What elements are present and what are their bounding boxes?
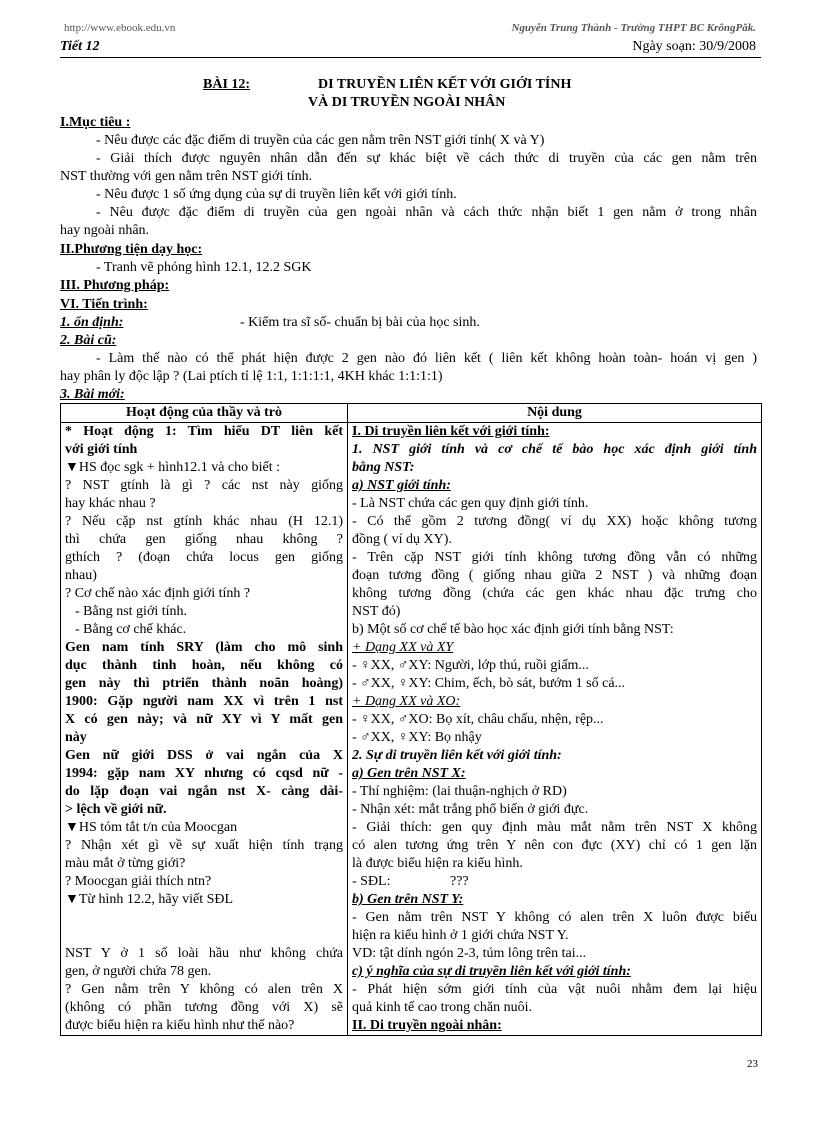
- content-line: đồng ( ví dụ XY).: [352, 532, 452, 547]
- activity-line: 1900: Gặp người nam XX vì trên 1 nst: [65, 694, 343, 709]
- content-line: - ♀XX, ♂XO: Bọ xít, châu chấu, nhện, rệp...: [352, 712, 604, 727]
- activity-line: thì chứa gen giống nhau không ?: [65, 532, 343, 547]
- activity-line: ? Gen nằm trên Y không có alen trên X: [65, 982, 343, 997]
- old-lesson-text: [60, 350, 757, 386]
- content-line: bằng NST:: [352, 460, 415, 475]
- activity-line: - Bằng cơ chế khác.: [75, 622, 187, 637]
- objective-line: - Nêu được đặc điểm di truyền của gen ngoài nhân và cách thức nhận biết 1 gen nằm ở trong nhân: [96, 205, 757, 220]
- activity-line: Gen nam tính SRY (làm cho mô sinh: [65, 640, 343, 655]
- step-old-lesson-label: 2. Bài cũ:: [60, 333, 117, 348]
- header-url: http://www.ebook.edu.vn: [64, 22, 176, 34]
- content-line: a) NST giới tính:: [352, 478, 451, 493]
- activity-line: ? Cơ chế nào xác định giới tính ?: [65, 586, 251, 601]
- content-line: b) Một số cơ chế tế bào học xác định giới tính bằng NST:: [352, 622, 674, 637]
- header-divider: [60, 57, 761, 58]
- content-line: I. Di truyền liên kết với giới tính:: [352, 424, 550, 439]
- content-cell: [348, 423, 762, 1036]
- content-line: - Giải thích: gen quy định màu mắt nằm trên NST X không: [352, 820, 757, 835]
- content-line: không tương đồng (chứa các gen khác nhau đặc trưng cho: [352, 586, 757, 601]
- objective-line: - Nêu được các đặc điểm di truyền của các gen nằm trên NST giới tính( X và Y): [96, 133, 545, 148]
- lesson-label: BÀI 12:: [203, 77, 251, 92]
- activity-line: - Bằng nst giới tính.: [75, 604, 188, 619]
- content-line: a) Gen trên NST X:: [352, 766, 466, 781]
- header-author: Nguyễn Trung Thành - Trường THPT BC KrôngPăk.: [511, 22, 756, 34]
- content-line: - Nhận xét: mắt trắng phổ biến ở giới đực.: [352, 802, 589, 817]
- content-line: là được biểu hiện ra kiểu hình.: [352, 856, 523, 871]
- column-header-activities: Hoạt động của thầy và trò: [61, 404, 348, 423]
- column-header-content: Nội dung: [348, 404, 762, 423]
- content-line: - ♀XX, ♂XY: Người, lớp thú, ruồi giấm...: [352, 658, 589, 673]
- step-new-lesson-label: 3. Bài mới:: [60, 387, 125, 402]
- section-methods-heading: III. Phương pháp:: [60, 278, 170, 293]
- objective-line: NST thường với gen nằm trên NST giới tính.: [60, 169, 313, 184]
- content-line: + Dạng XX và XY: [352, 640, 454, 655]
- old-lesson-line: - Làm thế nào có thể phát hiện được 2 gen nào đó liên kết ( liên kết không hoàn toàn- hoán vị gen ): [96, 351, 757, 366]
- activity-line: nhau): [65, 568, 97, 583]
- content-line: - Thí nghiệm: (lai thuận-nghịch ở RD): [352, 784, 567, 799]
- page-number: 23: [747, 1058, 758, 1070]
- content-line: - Gen nằm trên NST Y không có alen trên X luôn được biểu: [352, 910, 757, 925]
- objective-line: hay ngoài nhân.: [60, 223, 150, 238]
- objective-line: - Nêu được 1 số ứng dụng của sự di truyền liên kết với giới tính.: [96, 187, 457, 202]
- content-line: - Trên cặp NST giới tính không tương đồng vẫn có những: [352, 550, 757, 565]
- step-stabilize-label: 1. ổn định:: [60, 315, 124, 330]
- content-line: - ♂XX, ♀XY: Bọ nhậy: [352, 730, 482, 745]
- content-line: II. Di truyền ngoài nhân:: [352, 1018, 502, 1033]
- lesson-title-line2: VÀ DI TRUYỀN NGOÀI NHÂN: [308, 95, 506, 110]
- activity-line: hay khác nhau ?: [65, 496, 156, 511]
- activity-line: do lặp đoạn vai ngắn nst X- càng dài-: [65, 784, 343, 799]
- section-procedure-heading: VI. Tiến trình:: [60, 297, 148, 312]
- activity-line: ? Moocgan giải thích ntn?: [65, 874, 212, 889]
- activity-line: ? NST gtính là gì ? các nst này giống: [65, 478, 343, 493]
- lesson-title-line1: DI TRUYỀN LIÊN KẾT VỚI GIỚI TÍNH: [318, 77, 572, 92]
- content-line: + Dạng XX và XO:: [352, 694, 461, 709]
- section-objectives-heading: I.Mục tiêu :: [60, 115, 131, 130]
- content-line: 2. Sự di truyền liên kết với giới tính:: [352, 748, 562, 763]
- objectives-list: [60, 132, 757, 240]
- activity-line: [65, 909, 343, 927]
- activity-line: gthích ? (đoạn chứa locus gen giống: [65, 550, 343, 565]
- table-header-row: [61, 404, 762, 423]
- table-body-row: [61, 423, 762, 1036]
- prep-date: Ngày soạn: 30/9/2008: [632, 39, 756, 54]
- activity-line: * Hoạt động 1: Tìm hiểu DT liên kết: [65, 424, 343, 439]
- lesson-number: Tiết 12: [60, 39, 100, 54]
- activity-line: với giới tính: [65, 442, 138, 457]
- activity-line: NST Y ở 1 số loài hầu như không chứa: [65, 946, 343, 961]
- activity-line: ▼HS tóm tắt t/n của Moocgan: [65, 820, 238, 835]
- step-stabilize-text: - Kiểm tra sĩ số- chuẩn bị bài của học sinh.: [240, 315, 480, 330]
- activity-line: được biểu hiện ra kiểu hình như thế nào?: [65, 1018, 295, 1033]
- activity-line: X có gen này; và nữ XY vì Y mất gen: [65, 712, 343, 727]
- activity-line: Gen nữ giới DSS ở vai ngắn của X: [65, 748, 343, 763]
- activity-line: ? Nếu cặp nst gtính khác nhau (H 12.1): [65, 514, 343, 529]
- activity-line: gen này thì ptriển thành noãn hoàng): [65, 676, 343, 691]
- teaching-aids-line: - Tranh vẽ phóng hình 12.1, 12.2 SGK: [96, 260, 312, 275]
- content-line: - Là NST chứa các gen quy định giới tính.: [352, 496, 589, 511]
- content-line: - ♂XX, ♀XY: Chim, ếch, bò sát, bướm 1 số cá...: [352, 676, 626, 691]
- objective-line: - Giải thích được nguyên nhân dẫn đến sự khác biệt về cách thức di truyền của các gen nằm trên: [96, 151, 757, 166]
- activity-line: dục thành tinh hoàn, nếu không có: [65, 658, 343, 673]
- content-line: c) ý nghĩa của sự di truyền liên kết với giới tính:: [352, 964, 631, 979]
- content-line: b) Gen trên NST Y:: [352, 892, 464, 907]
- activity-line: 1994: gặp nam XY nhưng có cqsd nữ -: [65, 766, 343, 781]
- activity-line: [65, 927, 343, 945]
- content-line: VD: tật dính ngón 2-3, túm lông trên tai...: [352, 946, 587, 961]
- content-line: quả kinh tế cao trong chăn nuôi.: [352, 1000, 533, 1015]
- activity-line: màu mắt ở từng giới?: [65, 856, 186, 871]
- activity-line: này: [65, 730, 87, 745]
- content-line: - Có thể gồm 2 tương đồng( ví dụ XX) hoặc không tương: [352, 514, 757, 529]
- activity-line: > lệch về giới nữ.: [65, 802, 167, 817]
- activity-line: gen, ở người chứa 78 gen.: [65, 964, 212, 979]
- content-line: - SĐL: ???: [352, 874, 469, 889]
- content-line: hiện ra kiểu hình ở 1 giới chứa NST Y.: [352, 928, 569, 943]
- activity-line: ▼HS đọc sgk + hình12.1 và cho biết :: [65, 460, 281, 475]
- old-lesson-line: hay phân ly độc lập ? (Lai ptích tỉ lệ 1:1, 1:1:1:1, 4KH khác 1:1:1:1): [60, 369, 443, 384]
- activities-cell: [61, 423, 348, 1036]
- lesson-activity-table: [60, 403, 762, 1036]
- activity-line: (không có phần tương đồng với X) sẽ: [65, 1000, 343, 1015]
- content-line: 1. NST giới tính và cơ chế tế bào học xác định giới tính: [352, 442, 757, 457]
- activity-line: ? Nhận xét gì về sự xuất hiện tính trạng: [65, 838, 343, 853]
- content-line: có alen tương ứng trên Y nên con đực (XY) chỉ có 1 gen lặn: [352, 838, 757, 853]
- content-line: NST đó): [352, 604, 401, 619]
- content-line: - Phát hiện sớm giới tính của vật nuôi nhằm đem lại hiệu: [352, 982, 757, 997]
- activity-line: ▼Từ hình 12.2, hãy viết SĐL: [65, 892, 234, 907]
- content-line: đoạn tương đồng ( giống nhau giữa 2 NST ) và những đoạn: [352, 568, 757, 583]
- section-teaching-aids-heading: II.Phương tiện dạy học:: [60, 242, 203, 257]
